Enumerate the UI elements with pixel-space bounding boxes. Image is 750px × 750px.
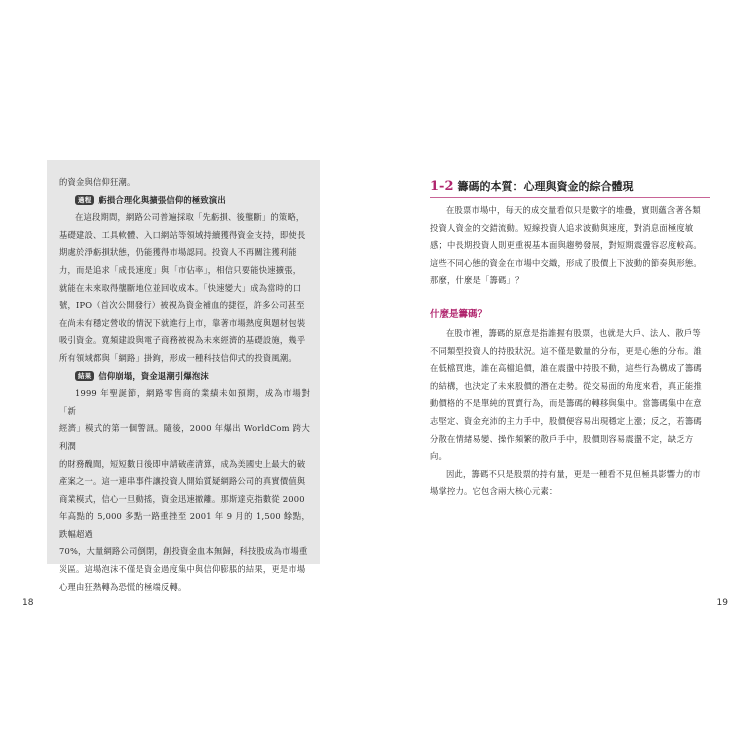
paragraph-line: 在股票市場中，每天的成交量看似只是數字的堆疊，實則蘊含著各類	[446, 205, 701, 215]
paragraph-line: 場掌控力。它包含兩大核心元素：	[430, 486, 558, 497]
intro-line: 的資金與信仰狂潮。	[59, 177, 136, 187]
paragraph-line: 志堅定、資金充沛的主力手中，股價便容易出現穩定上漲；反之，若籌碼	[430, 415, 702, 426]
section-title	[430, 178, 710, 194]
paragraph-line: 投資人資金的交錯流動。短線投資人追求波動與速度，對消息面極度敏	[430, 222, 694, 233]
paragraph-line: 在股市裡，籌碼的原意是指誰握有股票，也就是大戶、法人、散戶等	[446, 328, 701, 338]
paragraph-line: 分散在情緒易變、操作頻繁的散戶手中，股價則容易震盪不定，缺乏方	[430, 433, 694, 444]
section2-heading-text: 信仰崩塌，資金退潮引爆泡沫	[98, 370, 209, 381]
section-title-text: 籌碼的本質：心理與資金的綜合體現	[457, 180, 634, 193]
paragraph-line: 在低檔買進，誰在高檔追價，誰在震盪中持股不動，這些行為構成了籌碼	[430, 363, 702, 374]
paragraph-line: 這些不同心態的資金在市場中交織，形成了股價上下波動的節奏與形態。	[430, 257, 702, 268]
paragraph-line: 不同類型投資人的持股狀況。這不僅是數量的分布，更是心態的分布。誰	[430, 345, 702, 356]
section2-line: 年高點的 5,000 多點一路重挫至 2001 年 9 月的 1,500 餘點，跌幅超過	[59, 511, 310, 539]
paragraph-line: 那麼，什麼是「籌碼」？	[430, 275, 524, 286]
section-number: 1-2	[430, 179, 454, 194]
sidebar-box	[47, 160, 320, 592]
subheading: 什麼是籌碼？	[430, 309, 488, 320]
section2-line: 70%，大量網路公司倒閉，創投資金血本無歸，科技股成為市場重	[59, 546, 308, 557]
paragraph-2	[430, 325, 710, 501]
right-page	[375, 0, 750, 750]
section1-heading-text: 虧損合理化與擴張信仰的極致演出	[98, 194, 226, 205]
section2-line: 商業模式，信心一旦動搖，資金迅速撤離。那斯達克指數從 2000	[59, 493, 305, 504]
section1-line: 吸引資金。寬頻建設與電子商務被視為未來經濟的基礎設施，幾乎	[59, 335, 306, 346]
page-number-right: 19	[716, 598, 728, 608]
section2-heading	[75, 368, 310, 386]
section2-paragraph	[59, 385, 310, 596]
paragraph-line: 向。	[430, 451, 447, 462]
section1-line: 就能在未來取得壟斷地位並回收成本。「快速變大」成為當時的口	[59, 282, 302, 293]
section2-line: 產案之一。這一連串事件讓投資人開始質疑網路公司的真實價值與	[59, 476, 306, 487]
section2-line: 心理由狂熱轉為恐慌的極端反轉。	[59, 581, 187, 592]
page-number-left: 18	[22, 598, 34, 608]
section1-line: 在這段期間，網路公司普遍採取「先虧損、後壟斷」的策略，	[75, 212, 305, 223]
section1-line: 在尚未有穩定營收的情況下就進行上市，靠著市場熱度與題材包裝	[59, 317, 306, 328]
section1-line: 力，而是追求「成長速度」與「市佔率」，相信只要能快速擴張，	[59, 264, 302, 275]
section1-paragraph	[59, 209, 310, 367]
section1-line: 期處於淨虧損狀態，仍能獲得市場認同。投資人不再關注獲利能	[59, 247, 297, 258]
paragraph-line: 的結構，也決定了未來股價的潛在走勢。從交易面的角度來看，真正能推	[430, 380, 702, 391]
title-underline	[430, 197, 710, 198]
section1-line: 基礎建設、工具軟體、入口網站等領域持續獲得資金支持，即使長	[59, 229, 306, 240]
section1-line: 所有領域都與「網路」掛鉤，形成一種科技信仰式的投資風潮。	[59, 352, 297, 363]
section2-tag: 結果	[75, 371, 94, 381]
paragraph-line: 動價格的不是單純的買賣行為，而是籌碼的轉移與集中。當籌碼集中在意	[430, 398, 702, 409]
section2-line: 的財務醜聞，短短數日後即申請破產清算，成為美國史上最大的破	[59, 458, 306, 469]
section2-line: 經濟」模式的第一個警訊。隨後，2000 年爆出 WorldCom 跨大利潤	[59, 423, 310, 451]
paragraph-line: 因此，籌碼不只是股票的持有量，更是一種看不見但極具影響力的市	[446, 468, 701, 479]
paragraph-line: 感；中長期投資人則更重視基本面與趨勢發展，對短期震盪容忍度較高。	[430, 240, 702, 251]
section1-heading	[75, 192, 310, 210]
section1-tag: 過程	[75, 195, 94, 205]
section2-line: 1999 年聖誕節，網路零售商的業績未如預期，成為市場對「新	[59, 388, 310, 416]
paragraph-1	[430, 202, 710, 290]
section1-line: 號，IPO（首次公開發行）被視為資金補血的捷徑，許多公司甚至	[59, 300, 305, 311]
section2-line: 災區。這場泡沫不僅是資金過度集中與信仰膨脹的結果，更是市場	[59, 564, 306, 575]
